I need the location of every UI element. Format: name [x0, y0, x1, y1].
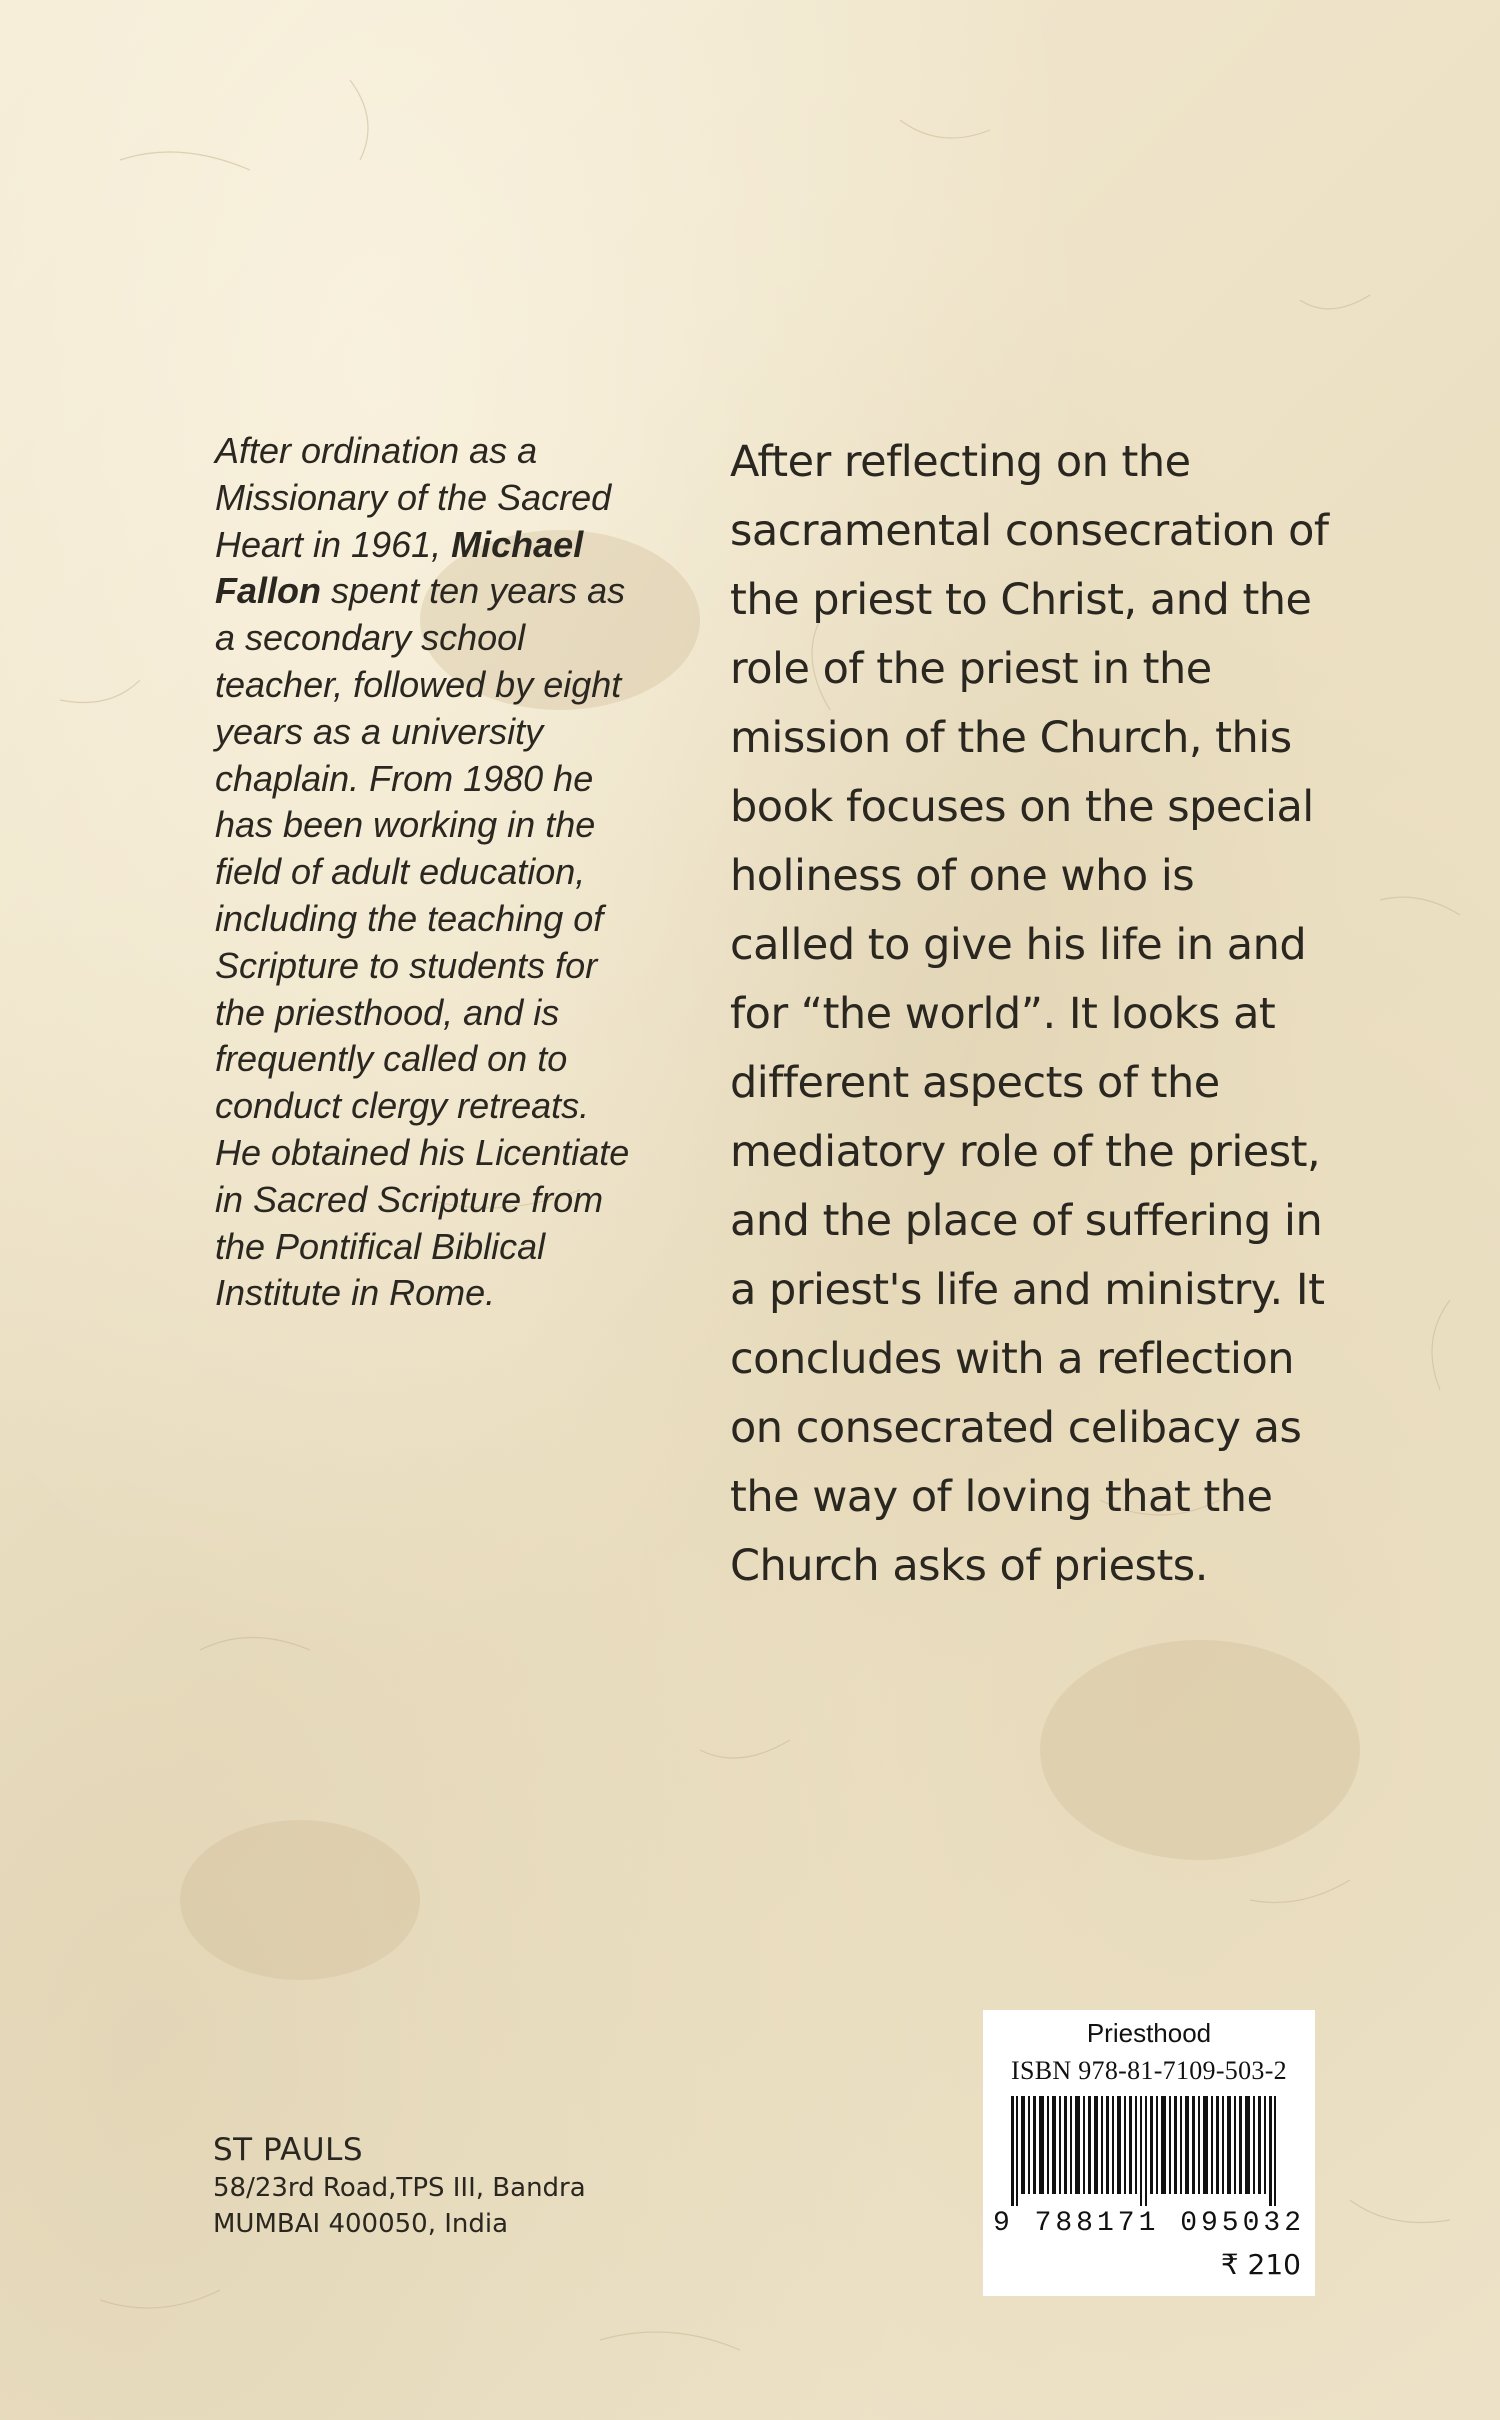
- author-bio: [215, 428, 635, 1317]
- barcode-bars: [997, 2096, 1301, 2206]
- author-name: Michael Fallon: [215, 523, 584, 612]
- publisher-address-line2: MUMBAI 400050, India: [213, 2209, 509, 2239]
- barcode-digits: 9 788171 095032: [992, 2208, 1306, 2239]
- barcode-box: [983, 2010, 1315, 2296]
- book-blurb: [730, 428, 1330, 1601]
- publisher-name: ST PAULS: [213, 2132, 364, 2168]
- publisher-address-line1: 58/23rd Road,TPS III, Bandra: [213, 2173, 586, 2203]
- bio-intro: After ordination as a Missionary of the Sacred Heart in 1961,: [215, 430, 612, 565]
- isbn-label: ISBN 978-81-7109-503-2: [1011, 2056, 1287, 2085]
- publisher-block: [213, 2130, 586, 2242]
- blurb-text: After reflecting on the sacramental consecration of the priest to Christ, and the role of the priest in the mission of the Church, this book focuses on the special holiness of one who is called to give his life in and for “the world”. It looks at different aspects of the mediatory role of the priest, and the place of suffering in a priest's life and ministry. It concludes with a reflection on consecrated celibacy as the way of loving that the Church asks of priests.: [730, 437, 1329, 1591]
- bio-rest: spent ten years as a secondary school teacher, followed by eight years as a university chaplain. From 1980 he has been working in the field of adult education, including the teaching of Scripture to students for the priesthood, and is frequently called on to conduct clergy retreats. He obtained his Licentiate in Sacred Scripture from the Pontifical Biblical Institute in Rome.: [215, 570, 630, 1314]
- barcode-book-title: Priesthood: [1086, 2018, 1212, 2048]
- price-label: ₹ 210: [1220, 2248, 1301, 2281]
